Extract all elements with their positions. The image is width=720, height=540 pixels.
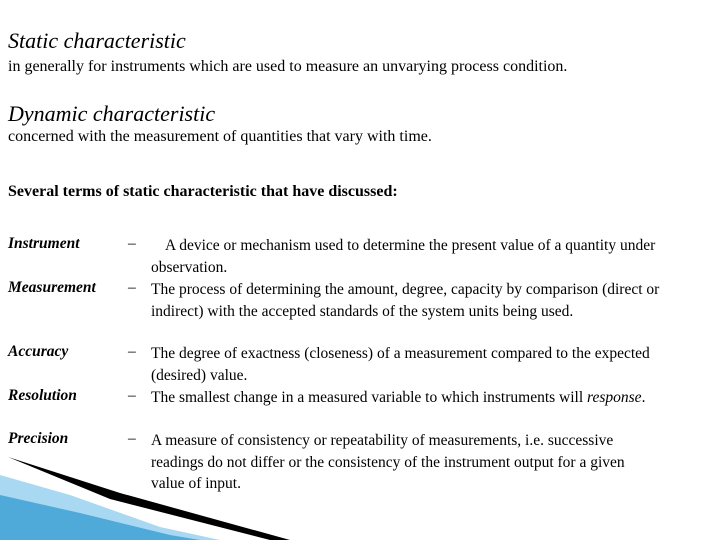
term-precision: Precision: [8, 430, 69, 447]
definition-resolution: [151, 387, 661, 409]
term-dash: –: [128, 279, 136, 296]
static-characteristic-heading: Static characteristic: [8, 28, 186, 53]
definition-resolution-emphasis: response: [587, 389, 642, 406]
definition-accuracy: The degree of exactness (closeness) of a measurement compared to the expected (desired) value.: [151, 345, 650, 384]
static-characteristic-text: in generally for instruments which are used to measure an unvarying process condition.: [8, 58, 568, 75]
term-accuracy: Accuracy: [8, 343, 69, 360]
definition-instrument: A device or mechanism used to determine the present value of a quantity under observation.: [151, 237, 656, 276]
term-dash: –: [128, 235, 136, 252]
definition-precision: A measure of consistency or repeatability of measurements, i.e. successive readings do not differ or the consistency of the instrument output for a given value of input.: [151, 432, 625, 492]
definition-measurement: The process of determining the amount, degree, capacity by comparison (direct or indirect) with the accepted standards of the system units being used.: [151, 281, 660, 320]
term-resolution: Resolution: [8, 387, 77, 404]
dynamic-characteristic-text: concerned with the measurement of quantities that vary with time.: [8, 128, 432, 145]
terms-intro: Several terms of static characteristic that have discussed:: [8, 183, 398, 200]
term-instrument: Instrument: [8, 235, 80, 252]
definition-resolution-end: .: [641, 389, 646, 406]
term-dash: –: [128, 430, 136, 447]
term-dash: –: [128, 387, 136, 404]
term-dash: –: [128, 343, 136, 360]
decorative-swoosh: [0, 455, 300, 540]
term-measurement: Measurement: [8, 279, 96, 296]
dynamic-characteristic-heading: Dynamic characteristic: [8, 101, 216, 126]
definition-resolution-main: The smallest change in a measured variable to which instruments will: [151, 389, 588, 406]
